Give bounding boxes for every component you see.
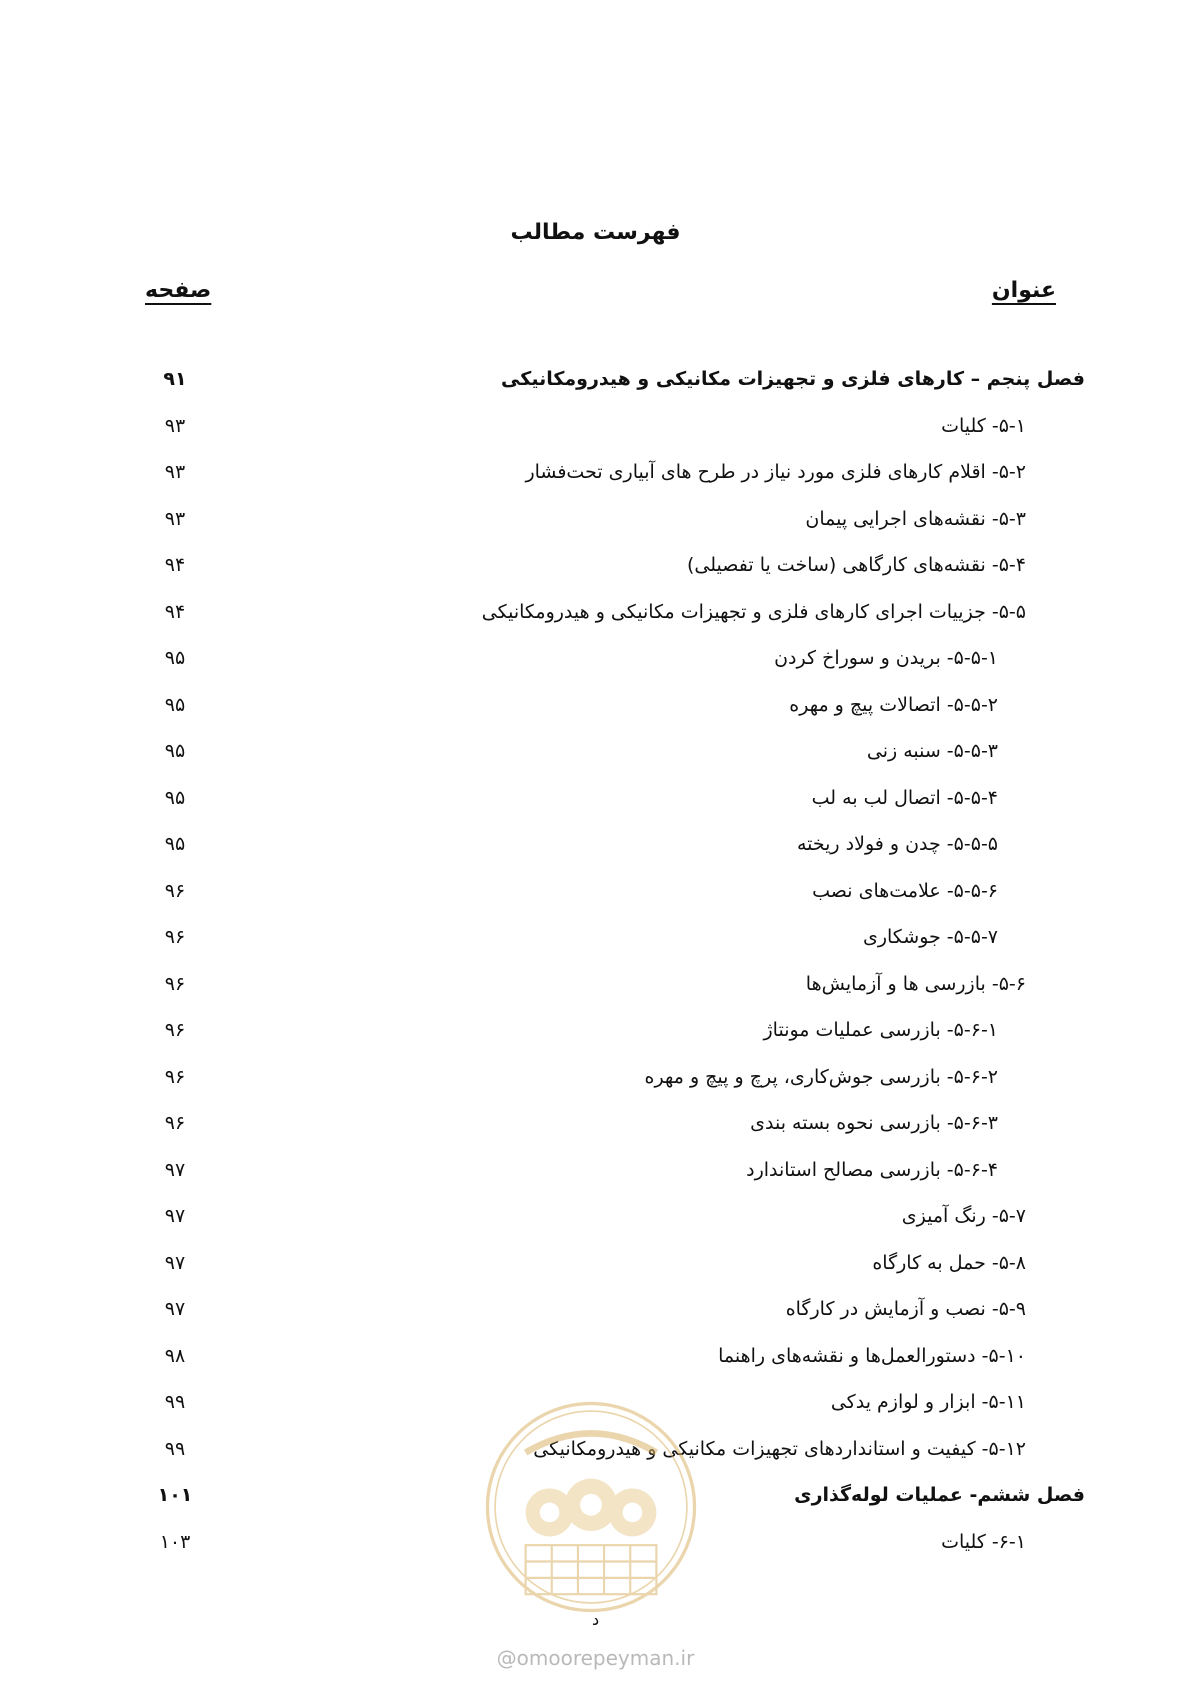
toc-entry <box>0 504 1191 551</box>
toc-entry-title: ۶-۱- کلیات <box>941 1530 1026 1553</box>
toc-entry-title: ۵-۱- کلیات <box>941 414 1026 437</box>
toc-entry <box>0 411 1191 458</box>
toc-entry <box>0 364 1191 411</box>
toc-entry-title: ۵-۱۰- دستورالعمل‌ها و نقشه‌های راهنما <box>718 1344 1026 1367</box>
toc-entry-title: ۵-۵-۷- جوشکاری <box>862 926 998 948</box>
toc-entry-title: ۵-۵-۵- چدن و فولاد ریخته <box>796 833 998 855</box>
toc-entry-title: ۵-۶-۳- بازرسی نحوه بسته بندی <box>750 1112 998 1134</box>
toc-entry-page: ۹۶ <box>164 1065 186 1088</box>
toc-entry <box>0 1294 1191 1341</box>
toc-entry-page: ۱۰۱ <box>157 1484 193 1506</box>
toc-entry-page: ۹۴ <box>164 554 186 576</box>
at-icon: @ <box>496 1646 517 1670</box>
toc-list <box>0 364 1191 1573</box>
toc-entry-title: فصل ششم- عملیات لوله‌گذاری <box>794 1484 1085 1506</box>
toc-entry-title: ۵-۲- اقلام کارهای فلزی مورد نیاز در طرح های آبیاری تحت‌فشار <box>525 461 1026 483</box>
toc-entry-title: ۵-۱۲- کیفیت و استانداردهای تجهیزات مکانیکی و هیدرومکانیکی <box>533 1437 1026 1460</box>
toc-entry <box>0 1341 1191 1388</box>
toc-entry <box>0 783 1191 830</box>
toc-entry-page: ۹۵ <box>164 693 186 716</box>
toc-entry-page: ۹۳ <box>164 461 186 483</box>
toc-entry <box>0 550 1191 597</box>
toc-entry-page: ۹۹ <box>164 1437 186 1460</box>
toc-entry <box>0 829 1191 876</box>
toc-entry <box>0 1062 1191 1109</box>
toc-entry-title: ۵-۶-۱- بازرسی عملیات مونتاژ <box>763 1019 998 1041</box>
toc-entry-page: ۹۹ <box>164 1391 186 1413</box>
toc-entry-page: ۹۳ <box>164 414 186 437</box>
toc-entry-title: ۵-۳- نقشه‌های اجرایی پیمان <box>805 507 1026 530</box>
toc-entry-page: ۹۷ <box>164 1251 186 1274</box>
toc-entry-page: ۹۵ <box>164 740 186 762</box>
toc-entry-title: ۵-۷- رنگ آمیزی <box>901 1205 1026 1227</box>
toc-entry-title: ۵-۹- نصب و آزمایش در کارگاه <box>785 1298 1026 1320</box>
toc-entry-page: ۹۳ <box>164 507 186 530</box>
page-title: فهرست مطالب <box>510 220 681 245</box>
toc-entry-title: ۵-۵-۲- اتصالات پیچ و مهره <box>789 693 998 716</box>
toc-entry-title: ۵-۸- حمل به کارگاه <box>872 1251 1026 1274</box>
toc-entry <box>0 922 1191 969</box>
toc-entry-page: ۹۶ <box>164 879 186 902</box>
toc-entry-page: ۹۷ <box>164 1158 186 1181</box>
watermark-logo-icon <box>482 1398 700 1616</box>
toc-entry <box>0 1155 1191 1202</box>
toc-entry-page: ۹۷ <box>164 1205 186 1227</box>
toc-entry-page: ۹۶ <box>164 926 186 948</box>
toc-entry <box>0 736 1191 783</box>
toc-entry-page: ۹۱ <box>163 368 187 390</box>
toc-entry-page: ۹۵ <box>164 786 186 809</box>
toc-entry-page: ۹۸ <box>164 1344 186 1367</box>
toc-entry-title: ۵-۴- نقشه‌های کارگاهی (ساخت یا تفصیلی) <box>687 554 1026 576</box>
toc-entry-page: ۹۶ <box>164 1112 186 1134</box>
toc-entry-page: ۹۵ <box>164 647 186 669</box>
toc-entry-page: ۹۶ <box>164 972 186 995</box>
toc-entry-title: ۵-۵-۳- سنبه زنی <box>866 740 998 762</box>
toc-entry <box>0 597 1191 644</box>
toc-entry-title: ۵-۵- جزییات اجرای کارهای فلزی و تجهیزات مکانیکی و هیدرومکانیکی <box>481 600 1026 623</box>
page-column-header: صفحه <box>145 278 212 303</box>
toc-entry-page: ۱۰۳ <box>159 1530 191 1553</box>
toc-entry <box>0 1015 1191 1062</box>
page-number: د <box>591 1610 600 1629</box>
toc-entry-title: ۵-۶- بازرسی ها و آزمایش‌ها <box>805 972 1026 995</box>
toc-entry-title: ۵-۵-۱- بریدن و سوراخ کردن <box>774 647 998 669</box>
toc-entry <box>0 690 1191 737</box>
toc-entry-title: ۵-۶-۴- بازرسی مصالح استاندارد <box>746 1158 998 1181</box>
toc-entry <box>0 969 1191 1016</box>
toc-entry-title: ۵-۵-۶- علامت‌های نصب <box>812 879 998 902</box>
toc-entry <box>0 1248 1191 1295</box>
toc-entry-page: ۹۶ <box>164 1019 186 1041</box>
toc-entry-page: ۹۴ <box>164 600 186 623</box>
toc-entry <box>0 1108 1191 1155</box>
toc-entry <box>0 643 1191 690</box>
toc-entry-title: ۵-۶-۲- بازرسی جوش‌کاری، پرچ و پیچ و مهره <box>644 1065 998 1088</box>
toc-entry-title: فصل پنجم – کارهای فلزی و تجهیزات مکانیکی و هیدرومکانیکی <box>501 368 1085 390</box>
toc-entry-title: ۵-۵-۴- اتصال لب به لب <box>811 786 998 809</box>
toc-entry <box>0 876 1191 923</box>
title-column-header: عنوان <box>991 278 1056 303</box>
toc-entry <box>0 1201 1191 1248</box>
toc-entry <box>0 457 1191 504</box>
toc-entry-page: ۹۵ <box>164 833 186 855</box>
toc-entry-title: ۵-۱۱- ابزار و لوازم یدکی <box>830 1391 1026 1413</box>
watermark-url: @omoorepeyman.ir <box>496 1646 695 1670</box>
toc-entry-page: ۹۷ <box>164 1298 186 1320</box>
